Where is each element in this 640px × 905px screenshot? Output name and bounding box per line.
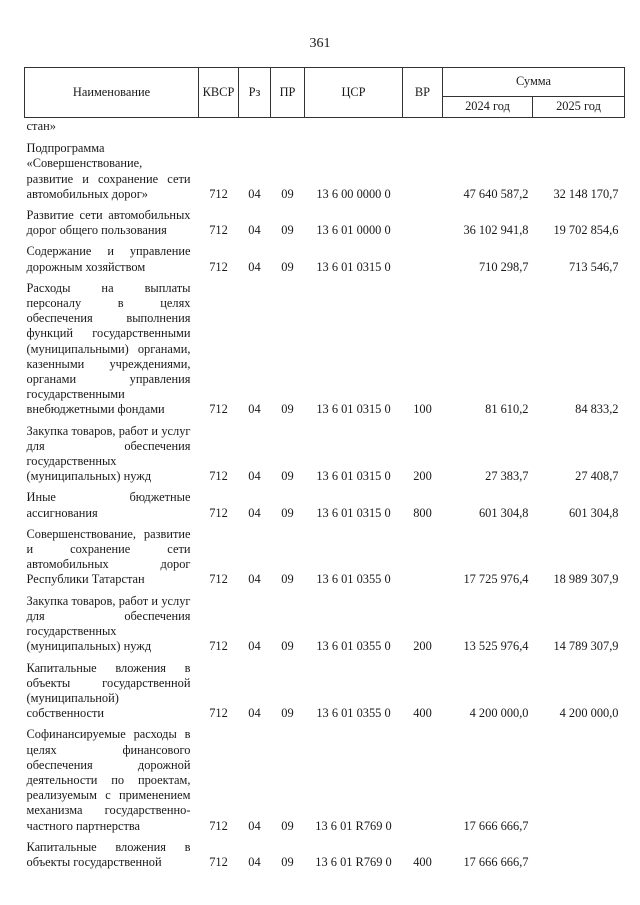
row-rz: 04 [248, 259, 261, 274]
row-csr: 13 6 01 0355 0 [316, 572, 391, 587]
row-csr: 13 6 01 0355 0 [316, 706, 391, 721]
row-rz: 04 [248, 639, 261, 654]
row-kvsr: 712 [209, 469, 228, 484]
row-name: Развитие сети автомобильных дорог общего пользования [26, 208, 191, 238]
row-csr: 13 6 01 0315 0 [316, 505, 391, 520]
row-sum-2024: 601 304,8 [478, 505, 529, 520]
row-sum-2025: 713 546,7 [568, 259, 619, 274]
row-sum-2024: 17 666 666,7 [463, 818, 529, 833]
row-kvsr: 712 [209, 639, 228, 654]
table-row [25, 204, 625, 240]
row-sum-2025 [533, 723, 625, 835]
row-vr: 400 [413, 854, 432, 869]
row-kvsr: 712 [209, 706, 228, 721]
table-row [25, 240, 625, 276]
row-kvsr: 712 [209, 818, 228, 833]
continuation-text: стан» [26, 119, 56, 133]
row-vr [403, 204, 443, 240]
header-vr: ВР [403, 68, 443, 118]
row-name: Содержание и управление дорожным хозяйством [26, 244, 191, 274]
row-rz: 04 [248, 854, 261, 869]
header-year-2024: 2024 год [443, 97, 533, 118]
row-pr: 09 [281, 469, 294, 484]
row-rz: 04 [248, 818, 261, 833]
row-csr: 13 6 00 0000 0 [316, 186, 391, 201]
row-vr [403, 723, 443, 835]
page-number: 361 [309, 36, 331, 51]
row-vr: 200 [413, 639, 432, 654]
header-sum: Сумма [443, 68, 625, 97]
row-vr: 100 [413, 402, 432, 417]
row-sum-2025: 18 989 307,9 [553, 572, 619, 587]
budget-table [24, 67, 625, 872]
table-row [25, 523, 625, 590]
row-pr: 09 [281, 572, 294, 587]
row-vr: 200 [413, 469, 432, 484]
continuation-row [25, 118, 625, 138]
row-csr: 13 6 01 0000 0 [316, 223, 391, 238]
row-rz: 04 [248, 186, 261, 201]
row-sum-2025: 4 200 000,0 [559, 706, 619, 721]
row-pr: 09 [281, 706, 294, 721]
row-vr: 400 [413, 706, 432, 721]
row-pr: 09 [281, 818, 294, 833]
row-vr [403, 137, 443, 204]
header-rz: Рз [239, 68, 271, 118]
row-pr: 09 [281, 854, 294, 869]
row-sum-2025 [533, 836, 625, 872]
row-sum-2024: 36 102 941,8 [463, 223, 529, 238]
row-csr: 13 6 01 0315 0 [316, 402, 391, 417]
row-sum-2024: 4 200 000,0 [469, 706, 529, 721]
row-name: Расходы на выплаты персоналу в целях обеспечения выполнения функций государственными (муниципальными) органами, казенными учреждениями, органами управления государственными внебюджетными фондами [26, 280, 191, 417]
row-sum-2024: 710 298,7 [478, 259, 529, 274]
row-sum-2025: 601 304,8 [568, 505, 619, 520]
row-vr [403, 523, 443, 590]
row-csr: 13 6 01 0355 0 [316, 639, 391, 654]
row-sum-2025: 84 833,2 [575, 402, 619, 417]
row-kvsr: 712 [209, 854, 228, 869]
row-name: Закупка товаров, работ и услуг для обеспечения государственных (муниципальных) нужд [26, 593, 191, 654]
row-csr: 13 6 01 0315 0 [316, 469, 391, 484]
row-pr: 09 [281, 186, 294, 201]
table-row [25, 486, 625, 522]
row-sum-2024: 47 640 587,2 [463, 186, 529, 201]
row-sum-2024: 17 725 976,4 [463, 572, 529, 587]
row-sum-2024: 13 525 976,4 [463, 639, 529, 654]
row-rz: 04 [248, 505, 261, 520]
row-pr: 09 [281, 223, 294, 238]
row-pr: 09 [281, 259, 294, 274]
row-name: Иные бюджетные ассигнования [26, 490, 191, 520]
row-pr: 09 [281, 402, 294, 417]
table-header [25, 68, 625, 118]
row-pr: 09 [281, 505, 294, 520]
table-row [25, 836, 625, 872]
row-kvsr: 712 [209, 259, 228, 274]
row-sum-2025: 32 148 170,7 [553, 186, 619, 201]
row-sum-2024: 17 666 666,7 [463, 854, 529, 869]
row-vr: 800 [413, 505, 432, 520]
row-pr: 09 [281, 639, 294, 654]
table-row [25, 277, 625, 420]
row-name: Капитальные вложения в объекты государственной [26, 839, 191, 869]
row-name: Закупка товаров, работ и услуг для обеспечения государственных (муниципальных) нужд [26, 423, 191, 484]
table-row [25, 420, 625, 487]
table-row [25, 657, 625, 724]
row-name: Совершенствование, развитие и сохранение сети автомобильных дорог Республики Татарстан [26, 526, 191, 587]
row-rz: 04 [248, 469, 261, 484]
row-csr: 13 6 01 0315 0 [316, 259, 391, 274]
row-vr [403, 240, 443, 276]
row-kvsr: 712 [209, 186, 228, 201]
row-sum-2025: 14 789 307,9 [553, 639, 619, 654]
row-sum-2024: 81 610,2 [485, 402, 529, 417]
table-row [25, 723, 625, 835]
header-name: Наименование [25, 68, 199, 118]
table-row [25, 590, 625, 657]
row-kvsr: 712 [209, 402, 228, 417]
row-sum-2025: 27 408,7 [575, 469, 619, 484]
header-csr: ЦСР [305, 68, 403, 118]
row-rz: 04 [248, 223, 261, 238]
row-name: Подпрограмма «Совершенствование, развитие и сохранение сети автомобильных дорог» [26, 141, 191, 201]
row-name: Софинансируемые расходы в целях финансового обеспечения дорожной деятельности по проектам, реализуемым с применением механизма государственно-частного партнерства [26, 727, 191, 833]
table-body [25, 118, 625, 873]
row-rz: 04 [248, 402, 261, 417]
row-csr: 13 6 01 R769 0 [315, 854, 392, 869]
row-rz: 04 [248, 572, 261, 587]
row-sum-2024: 27 383,7 [485, 469, 529, 484]
row-kvsr: 712 [209, 572, 228, 587]
row-rz: 04 [248, 706, 261, 721]
header-pr: ПР [271, 68, 305, 118]
header-kvsr: КВСР [199, 68, 239, 118]
row-sum-2025: 19 702 854,6 [553, 223, 619, 238]
row-name: Капитальные вложения в объекты государственной (муниципальной) собственности [26, 660, 191, 721]
row-csr: 13 6 01 R769 0 [315, 818, 392, 833]
row-kvsr: 712 [209, 505, 228, 520]
table-row [25, 137, 625, 204]
row-kvsr: 712 [209, 223, 228, 238]
header-year-2025: 2025 год [533, 97, 625, 118]
